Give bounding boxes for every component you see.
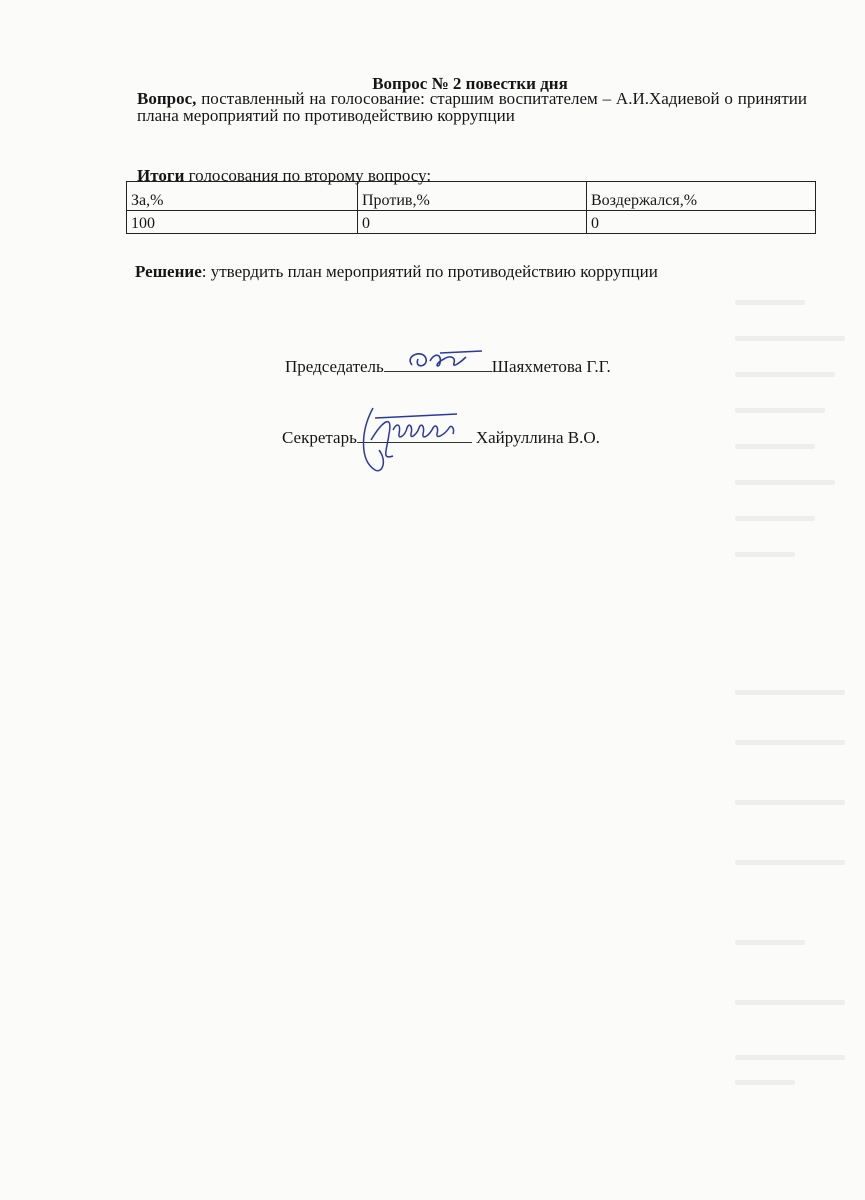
section-heading: Вопрос № 2 повестки дня (372, 74, 568, 93)
table-header-row (127, 182, 816, 211)
question-label: Вопрос, (137, 89, 197, 108)
header-for: За,% (127, 182, 358, 211)
chair-name: Шаяхметова Г.Г. (491, 357, 611, 376)
chair-signature-row (285, 357, 611, 377)
secretary-name: Хайруллина В.О. (475, 428, 600, 447)
votes-table (126, 181, 816, 234)
chair-role: Председатель (285, 357, 384, 376)
value-abstained: 0 (587, 211, 816, 234)
decision-label: Решение (135, 262, 202, 281)
chair-signature-line (384, 357, 492, 372)
value-for: 100 (127, 211, 358, 234)
chair-signature-icon (384, 345, 494, 375)
decision-line (135, 262, 658, 282)
decision-text: : утвердить план мероприятий по противодействию коррупции (201, 262, 658, 281)
value-against: 0 (358, 211, 587, 234)
secretary-role: Секретарь (282, 428, 357, 447)
header-against: Против,% (358, 182, 587, 211)
question-paragraph (137, 90, 807, 124)
question-text: поставленный на голосование: старшим воспитателем – А.И.Хадиевой о принятии плана мероприятий по противодействию коррупции (137, 89, 807, 125)
secretary-signature-row (282, 428, 600, 448)
results-text: голосования по второму вопросу: (184, 166, 432, 185)
header-abstained: Воздержался,% (587, 182, 816, 211)
table-row (127, 211, 816, 234)
secretary-signature-icon (353, 400, 473, 480)
secretary-signature-line (357, 428, 472, 443)
results-label: Итоги (137, 166, 185, 185)
